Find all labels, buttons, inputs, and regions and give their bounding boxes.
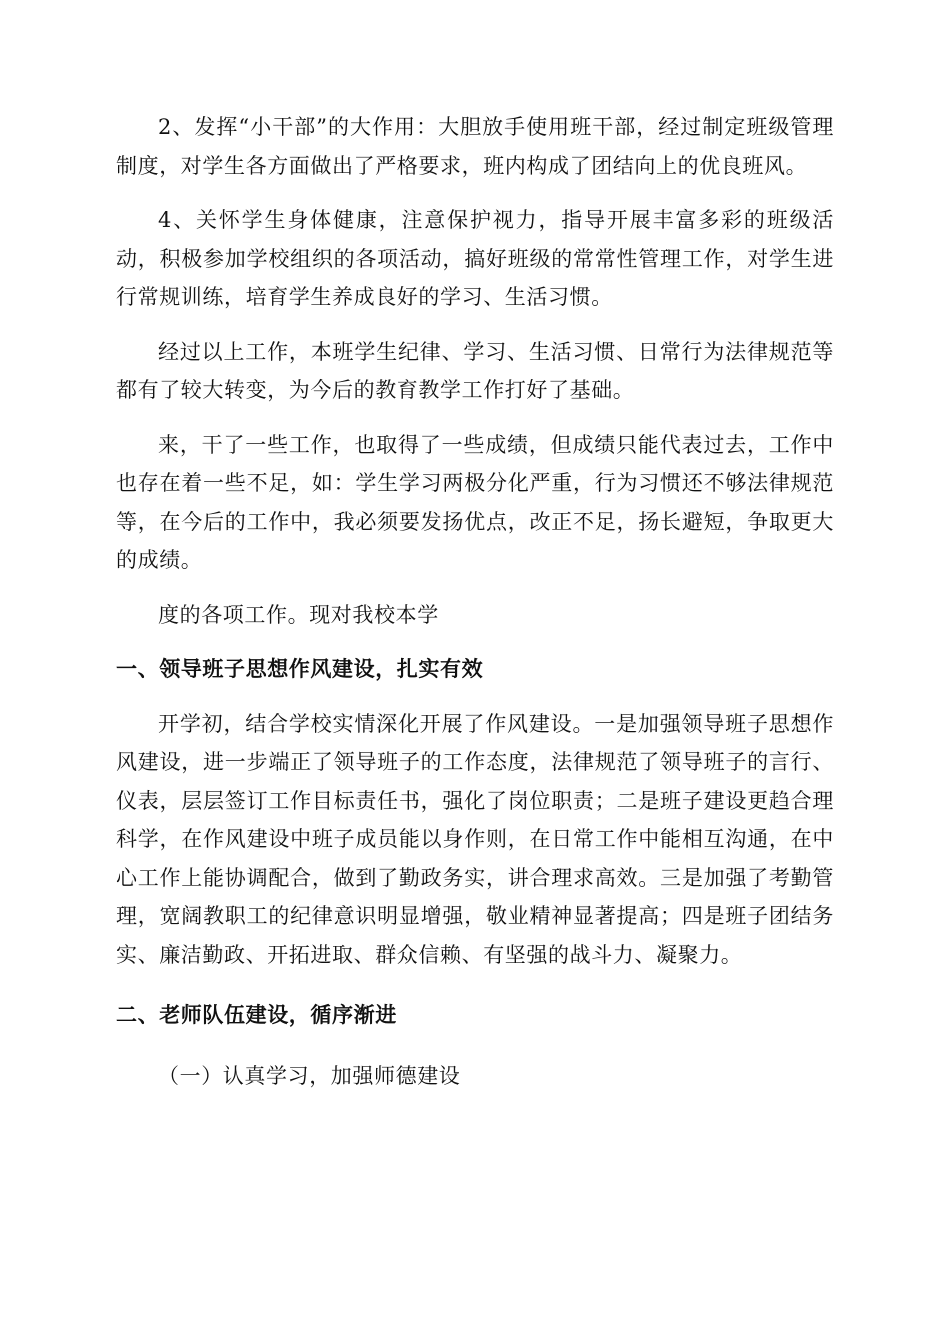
section-heading-leadership: 一、领导班子思想作风建设，扎实有效 xyxy=(116,657,484,681)
document-page xyxy=(116,108,834,1095)
paragraph-shortcomings: 来，干了一些工作，也取得了一些成绩，但成绩只能代表过去，工作中也存在着一些不足，如：学生学习两极分化严重，行为习惯还不够法律规范等，在今后的工作中，我必须要发扬优点，改正不足，扬长避短，争取更大的成绩。 xyxy=(116,432,834,572)
subsection-heading-ethics: （一）认真学习，加强师德建设 xyxy=(158,1063,461,1088)
paragraph-leadership-body: 开学初，结合学校实情深化开展了作风建设。一是加强领导班子思想作风建设，进一步端正了领导班子的工作态度，法律规范了领导班子的言行、仪表，层层签订工作目标责任书，强化了岗位职责；二是班子建设更趋合理科学，在作风建设中班子成员能以身作则，在日常工作中能相互沟通，在中心工作上能协调配合，做到了勤政务实，讲合理求高效。三是加强了考勤管理，宽阔教职工的纪律意识明显增强，敬业精神显著提高；四是班子团结务实、廉洁勤政、开拓进取、群众信赖、有坚强的战斗力、凝聚力。 xyxy=(116,711,834,967)
paragraph-intro-fragment: 度的各项工作。现对我校本学 xyxy=(158,602,439,627)
paragraph-class-cadres: 2、发挥“小干部”的大作用：大胆放手使用班干部，经过制定班级管理制度，对学生各方面做出了严格要求，班内构成了团结向上的优良班风。 xyxy=(116,115,834,178)
section-heading-teachers: 二、老师队伍建设，循序渐进 xyxy=(116,1003,397,1027)
paragraph-student-health: 4、关怀学生身体健康，注意保护视力，指导开展丰富多彩的班级活动，积极参加学校组织的各项活动，搞好班级的常常性管理工作，对学生进行常规训练，培育学生养成良好的学习、生活习惯。 xyxy=(116,208,834,309)
paragraph-work-results: 经过以上工作，本班学生纪律、学习、生活习惯、日常行为法律规范等都有了较大转变，为今后的教育教学工作打好了基础。 xyxy=(116,339,834,402)
